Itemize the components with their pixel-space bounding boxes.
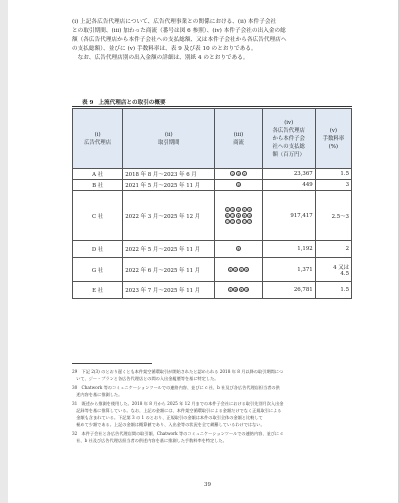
body-line: の支払総額）、並びに (v) 手数料率は、表 9 及び表 10 のとおりである。 [72,46,257,52]
cell-flow [215,282,262,299]
header-label: 各広告代理店 [272,127,305,134]
flow-marker: ⑧ [234,288,238,292]
footnote-line: いて、ジー・プランと各広告代理店との間の入出金履歴等を基に特定した。 [72,376,219,381]
cell-rate [315,258,351,282]
cell-company: G 社 [73,258,123,282]
header-label: から本件子会 [272,135,305,142]
flow-marker: ⑩ [245,288,249,292]
header-num: (v) [329,127,337,134]
flow-marker: ⑥ [225,213,229,218]
flow-marker: ⑫ [231,219,235,224]
cell-amount: 23,367 [262,169,315,180]
cell-amount: 917,417 [262,191,315,241]
flow-marker: ⑨ [239,288,243,292]
table-row [73,241,352,258]
footnote-separator [72,363,152,364]
table-row [73,258,352,282]
flow-marker: ⑤ [248,207,252,212]
footnote-line: 30 Chatwork 等のコミュニケーションツールでの連絡内容、並びに c 社、b 社及び各広告代理店担当者の供 [72,385,280,390]
cell-rate: 2 [315,241,351,258]
flow-marker: ⑤ [239,267,243,272]
flow-marker: ③ [236,172,241,176]
table-number: 表 9 [82,100,94,106]
header-total [262,109,315,169]
body-line: 額（各広告代理店から本件子会社への支払総額、又は本件子会社から各広告代理店へ [72,37,287,43]
body-line: なお、広告代理店別の出入金額の詳細は、別紙 4 のとおりである。 [72,55,249,61]
cell-period: 2022 年 5 月〜2025 年 11 月 [123,241,215,258]
flow-marker: ⑧ [236,213,241,218]
table-row [73,282,352,299]
flow-marker: ③ [236,207,241,212]
footnote-line: 社、b 社及び広告代理店担当者の供述内容を基に推測した手数料率を特定した。 [72,438,227,443]
table-header-row [73,109,352,169]
flow-marker: ① [225,207,229,212]
flow-marker: ⑮ [248,219,252,224]
flow-marker: ⑬ [236,219,241,224]
flow-marker: ⑦ [242,172,246,176]
body-line: (i) 上記各広告代理店について、広告代理事業との関係における、(ii) 本件子会社 [72,19,277,25]
cell-flow [215,258,262,282]
header-label: 社への支払総 [272,143,305,150]
cell-amount: 1,192 [262,241,315,258]
cell-company: E 社 [73,282,123,299]
header-num: (iii) [233,131,244,138]
footnote-line: 述内容を基に推測した。 [72,392,123,397]
rate-line: 4.5 [340,270,349,277]
table-row [73,180,352,191]
table-row [73,191,352,241]
footnote-line: 金額も含まれている。下記第 3 の 1 のとおり、正規取引の金額は本件の取引全体の金額と比較して [72,415,263,420]
page-number: 39 [204,482,211,488]
header-num: (iv) [284,119,294,126]
header-label: 手数料率 [322,135,345,142]
header-num: (i) [94,131,101,138]
cell-period: 2023 年 7 月〜2025 年 11 月 [123,282,215,299]
flow-marker: ④ [242,207,246,212]
footnote-line: 31 既述から推測を使用した。2018 年 8 月から 2025 年 12 月までの本件子会社における取引先別月次入出金 [72,401,284,406]
cell-company: D 社 [73,241,123,258]
header-label: 広告代理店 [84,139,112,146]
cell-company: C 社 [73,191,123,241]
cell-amount: 1,371 [262,258,315,282]
cell-flow [215,241,262,258]
cell-amount: 449 [262,180,315,191]
flow-marker: ⑥ [245,267,249,272]
header-label: 取引期間 [157,139,180,146]
agency-transaction-table [72,108,352,299]
cell-rate: 1.5 [315,169,351,180]
footnote-line: 32 本件子会社と各広告代理店間の取引額、Chatwork 等のコミュニケーションツールでの連絡内容、並びに c [72,431,283,436]
flow-marker-line [217,267,259,273]
header-label: 商流 [233,139,244,146]
flow-marker: ⑨ [242,213,246,218]
table-title: 上流代理店との取引の概要 [98,100,166,106]
flow-marker: ② [231,207,235,212]
flow-marker: ③ [228,267,232,272]
cell-period: 2022 年 6 月〜2025 年 11 月 [123,258,215,282]
header-label: (%) [328,143,339,150]
flow-marker: ⑦ [231,213,235,218]
flow-marker: ③ [228,288,232,292]
flow-marker: ⑥ [236,247,241,251]
table-row [73,169,352,180]
cell-amount: 26,781 [262,282,315,299]
flow-marker: ⑩ [248,213,252,218]
flow-marker: ④ [234,267,238,272]
header-period [123,109,215,169]
footnote-line: 極めて少額である。上記の金額は概算値であり、入出金等の状況を全て網羅しているわけではない。 [72,422,265,427]
caption-rule [72,106,352,107]
footnote-line: 29 下記 2(3) のとおり遅くとも本件架空循環取引が開始されたと認められる 2018 年 8 月以降の取引期間につ [72,369,284,374]
cell-company: B 社 [73,180,123,191]
footnote-line: 記録等を基に推算している。なお、上記の金額には、本件架空循環取引による金額だけでなく正規取引による [72,408,282,413]
header-flow [215,109,262,169]
cell-rate: 1.5 [315,282,351,299]
cell-period: 2021 年 5 月〜2025 年 11 月 [123,180,215,191]
cell-period: 2022 年 3 月〜2025 年 12 月 [123,191,215,241]
cell-flow [215,169,262,180]
flow-marker: ⑭ [242,219,247,224]
flow-marker: ③ [236,183,241,187]
cell-company: A 社 [73,169,123,180]
cell-flow [215,180,262,191]
rate-line: 4 又は [333,264,349,271]
header-label: 額（百万円） [272,151,305,158]
table-caption [82,98,352,106]
body-line: との取引期間、(iii) 加わった商流（番号は図 6 参照）、(iv) 本件子会社の出入金の総 [72,28,286,34]
flow-marker: ① [231,172,235,176]
header-rate [315,109,351,169]
header-agency [73,109,123,169]
flow-marker-line [217,219,259,225]
cell-rate: 3 [315,180,351,191]
header-num: (ii) [164,131,173,138]
cell-flow [215,191,262,241]
cell-period: 2018 年 8 月〜2023 年 6 月 [123,169,215,180]
cell-rate: 2.5〜3 [315,191,351,241]
document-page [8,0,400,503]
flow-marker: ⑪ [225,219,230,224]
